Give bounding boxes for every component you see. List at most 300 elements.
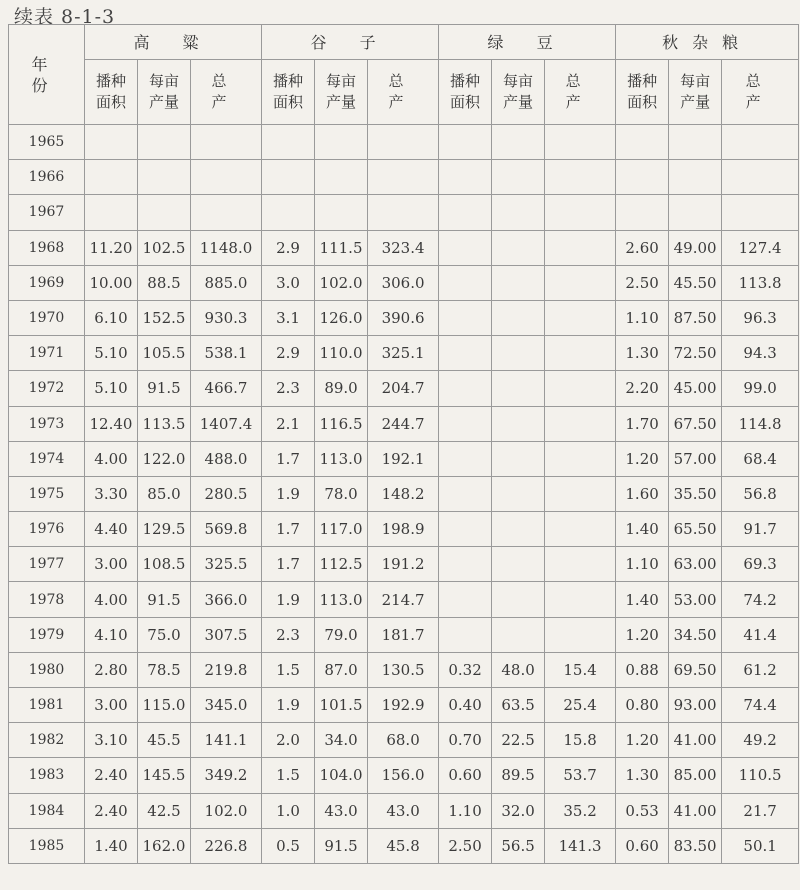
value-cell <box>368 195 439 230</box>
table-row <box>9 512 799 547</box>
value-cell: 45.00 <box>669 371 722 406</box>
value-cell: 1.60 <box>616 476 669 511</box>
table-row <box>9 582 799 617</box>
value-cell <box>545 547 616 582</box>
value-cell: 74.4 <box>722 688 799 723</box>
year-cell: 1978 <box>9 582 85 617</box>
value-cell: 105.5 <box>138 336 191 371</box>
year-cell: 1973 <box>9 406 85 441</box>
value-cell: 94.3 <box>722 336 799 371</box>
value-cell <box>492 265 545 300</box>
value-cell <box>545 406 616 441</box>
value-cell: 63.5 <box>492 688 545 723</box>
value-cell: 930.3 <box>191 300 262 335</box>
value-cell <box>262 160 315 195</box>
value-cell: 117.0 <box>315 512 368 547</box>
value-cell: 1.40 <box>85 828 138 863</box>
value-cell: 113.0 <box>315 582 368 617</box>
sown-area-header: 播种 面积 <box>616 60 669 125</box>
value-cell <box>315 125 368 160</box>
value-cell: 366.0 <box>191 582 262 617</box>
value-cell: 91.5 <box>138 371 191 406</box>
value-cell <box>545 125 616 160</box>
value-cell <box>315 160 368 195</box>
value-cell: 115.0 <box>138 688 191 723</box>
value-cell: 1.9 <box>262 582 315 617</box>
table-row <box>9 230 799 265</box>
value-cell: 78.0 <box>315 476 368 511</box>
value-cell: 2.0 <box>262 723 315 758</box>
value-cell <box>439 230 492 265</box>
value-cell: 45.5 <box>138 723 191 758</box>
value-cell: 325.1 <box>368 336 439 371</box>
value-cell <box>616 125 669 160</box>
value-cell: 2.3 <box>262 371 315 406</box>
value-cell: 126.0 <box>315 300 368 335</box>
value-cell: 91.5 <box>138 582 191 617</box>
value-cell: 1.30 <box>616 758 669 793</box>
year-cell: 1968 <box>9 230 85 265</box>
value-cell: 6.10 <box>85 300 138 335</box>
value-cell <box>439 160 492 195</box>
table-row <box>9 723 799 758</box>
value-cell: 110.5 <box>722 758 799 793</box>
value-cell: 0.70 <box>439 723 492 758</box>
value-cell: 32.0 <box>492 793 545 828</box>
value-cell: 45.8 <box>368 828 439 863</box>
table-row <box>9 652 799 687</box>
value-cell: 306.0 <box>368 265 439 300</box>
value-cell <box>191 195 262 230</box>
value-cell <box>439 406 492 441</box>
value-cell <box>492 512 545 547</box>
header-row-crops <box>9 25 799 60</box>
value-cell: 5.10 <box>85 371 138 406</box>
year-cell: 1982 <box>9 723 85 758</box>
value-cell: 78.5 <box>138 652 191 687</box>
year-cell: 1969 <box>9 265 85 300</box>
value-cell <box>262 125 315 160</box>
value-cell: 3.10 <box>85 723 138 758</box>
value-cell: 85.0 <box>138 476 191 511</box>
value-cell: 45.50 <box>669 265 722 300</box>
value-cell: 74.2 <box>722 582 799 617</box>
value-cell <box>669 125 722 160</box>
value-cell: 4.00 <box>85 582 138 617</box>
value-cell: 87.50 <box>669 300 722 335</box>
table-row <box>9 828 799 863</box>
table-caption: 续表 8-1-3 <box>14 6 116 28</box>
value-cell: 43.0 <box>315 793 368 828</box>
value-cell <box>439 125 492 160</box>
value-cell <box>492 336 545 371</box>
value-cell <box>722 125 799 160</box>
value-cell: 349.2 <box>191 758 262 793</box>
value-cell: 0.60 <box>616 828 669 863</box>
yield-per-mu-header: 每亩 产量 <box>669 60 722 125</box>
value-cell: 79.0 <box>315 617 368 652</box>
value-cell <box>545 230 616 265</box>
value-cell: 192.1 <box>368 441 439 476</box>
value-cell: 25.4 <box>545 688 616 723</box>
value-cell: 325.5 <box>191 547 262 582</box>
value-cell: 127.4 <box>722 230 799 265</box>
value-cell <box>191 125 262 160</box>
value-cell: 1.0 <box>262 793 315 828</box>
year-cell: 1966 <box>9 160 85 195</box>
value-cell <box>492 617 545 652</box>
value-cell: 1.20 <box>616 441 669 476</box>
value-cell: 307.5 <box>191 617 262 652</box>
value-cell: 1148.0 <box>191 230 262 265</box>
value-cell <box>439 582 492 617</box>
table-row <box>9 371 799 406</box>
value-cell <box>492 547 545 582</box>
year-cell: 1972 <box>9 371 85 406</box>
value-cell: 3.0 <box>262 265 315 300</box>
value-cell: 2.60 <box>616 230 669 265</box>
total-output-header: 总 产 <box>368 60 439 125</box>
value-cell: 156.0 <box>368 758 439 793</box>
value-cell: 88.5 <box>138 265 191 300</box>
value-cell <box>492 582 545 617</box>
value-cell <box>722 160 799 195</box>
value-cell: 226.8 <box>191 828 262 863</box>
value-cell: 101.5 <box>315 688 368 723</box>
value-cell: 244.7 <box>368 406 439 441</box>
value-cell <box>492 371 545 406</box>
value-cell: 2.50 <box>439 828 492 863</box>
value-cell: 1.9 <box>262 688 315 723</box>
value-cell: 113.0 <box>315 441 368 476</box>
value-cell: 1.40 <box>616 512 669 547</box>
value-cell <box>492 230 545 265</box>
value-cell: 1.9 <box>262 476 315 511</box>
value-cell <box>545 512 616 547</box>
value-cell: 15.4 <box>545 652 616 687</box>
total-output-header: 总 产 <box>722 60 799 125</box>
value-cell: 68.4 <box>722 441 799 476</box>
value-cell: 48.0 <box>492 652 545 687</box>
value-cell <box>439 300 492 335</box>
value-cell: 129.5 <box>138 512 191 547</box>
year-cell: 1976 <box>9 512 85 547</box>
crop-header-autumn-grains: 秋杂粮 <box>616 25 799 60</box>
table-row <box>9 688 799 723</box>
value-cell: 91.5 <box>315 828 368 863</box>
crop-header-mungbean: 绿 豆 <box>439 25 616 60</box>
value-cell: 61.2 <box>722 652 799 687</box>
year-cell: 1979 <box>9 617 85 652</box>
value-cell <box>85 195 138 230</box>
value-cell <box>439 512 492 547</box>
value-cell: 21.7 <box>722 793 799 828</box>
value-cell: 53.7 <box>545 758 616 793</box>
year-header: 年 份 <box>9 25 85 125</box>
year-cell: 1975 <box>9 476 85 511</box>
total-output-header: 总 产 <box>191 60 262 125</box>
value-cell: 2.50 <box>616 265 669 300</box>
value-cell: 2.9 <box>262 230 315 265</box>
value-cell: 15.8 <box>545 723 616 758</box>
value-cell <box>138 195 191 230</box>
year-cell: 1980 <box>9 652 85 687</box>
sown-area-header: 播种 面积 <box>85 60 138 125</box>
value-cell <box>722 195 799 230</box>
year-cell: 1971 <box>9 336 85 371</box>
value-cell: 69.3 <box>722 547 799 582</box>
year-cell: 1970 <box>9 300 85 335</box>
value-cell <box>138 160 191 195</box>
value-cell: 1.70 <box>616 406 669 441</box>
value-cell: 72.50 <box>669 336 722 371</box>
value-cell: 10.00 <box>85 265 138 300</box>
year-cell: 1983 <box>9 758 85 793</box>
value-cell <box>545 336 616 371</box>
value-cell <box>439 441 492 476</box>
value-cell: 102.0 <box>191 793 262 828</box>
year-cell: 1981 <box>9 688 85 723</box>
crop-header-millet: 谷 子 <box>262 25 439 60</box>
value-cell: 1407.4 <box>191 406 262 441</box>
value-cell: 219.8 <box>191 652 262 687</box>
value-cell <box>492 160 545 195</box>
table-row <box>9 336 799 371</box>
value-cell: 114.8 <box>722 406 799 441</box>
value-cell: 0.32 <box>439 652 492 687</box>
value-cell: 102.0 <box>315 265 368 300</box>
value-cell <box>616 195 669 230</box>
value-cell <box>545 476 616 511</box>
value-cell: 5.10 <box>85 336 138 371</box>
value-cell: 102.5 <box>138 230 191 265</box>
value-cell: 162.0 <box>138 828 191 863</box>
table-row <box>9 300 799 335</box>
value-cell <box>492 406 545 441</box>
value-cell: 1.10 <box>439 793 492 828</box>
value-cell <box>545 195 616 230</box>
yield-per-mu-header: 每亩 产量 <box>138 60 191 125</box>
value-cell: 0.40 <box>439 688 492 723</box>
value-cell: 42.5 <box>138 793 191 828</box>
value-cell: 35.50 <box>669 476 722 511</box>
value-cell: 191.2 <box>368 547 439 582</box>
value-cell <box>545 265 616 300</box>
table-row <box>9 265 799 300</box>
value-cell: 280.5 <box>191 476 262 511</box>
value-cell: 3.1 <box>262 300 315 335</box>
table-row <box>9 476 799 511</box>
table-row <box>9 547 799 582</box>
value-cell: 96.3 <box>722 300 799 335</box>
value-cell <box>439 371 492 406</box>
value-cell: 1.20 <box>616 723 669 758</box>
value-cell: 113.8 <box>722 265 799 300</box>
value-cell <box>545 441 616 476</box>
value-cell: 89.5 <box>492 758 545 793</box>
value-cell <box>85 160 138 195</box>
value-cell: 1.5 <box>262 652 315 687</box>
sown-area-header: 播种 面积 <box>439 60 492 125</box>
value-cell: 69.50 <box>669 652 722 687</box>
value-cell <box>138 125 191 160</box>
value-cell: 1.10 <box>616 547 669 582</box>
value-cell: 3.30 <box>85 476 138 511</box>
value-cell <box>439 265 492 300</box>
value-cell: 85.00 <box>669 758 722 793</box>
value-cell: 2.80 <box>85 652 138 687</box>
value-cell: 2.20 <box>616 371 669 406</box>
value-cell: 1.20 <box>616 617 669 652</box>
year-cell: 1967 <box>9 195 85 230</box>
value-cell: 65.50 <box>669 512 722 547</box>
value-cell: 122.0 <box>138 441 191 476</box>
value-cell: 2.40 <box>85 793 138 828</box>
value-cell: 198.9 <box>368 512 439 547</box>
value-cell: 2.40 <box>85 758 138 793</box>
value-cell: 22.5 <box>492 723 545 758</box>
value-cell: 569.8 <box>191 512 262 547</box>
value-cell: 345.0 <box>191 688 262 723</box>
value-cell <box>669 195 722 230</box>
value-cell: 323.4 <box>368 230 439 265</box>
value-cell <box>492 125 545 160</box>
value-cell: 53.00 <box>669 582 722 617</box>
value-cell: 0.5 <box>262 828 315 863</box>
value-cell: 204.7 <box>368 371 439 406</box>
value-cell <box>315 195 368 230</box>
value-cell <box>545 371 616 406</box>
value-cell <box>85 125 138 160</box>
value-cell: 116.5 <box>315 406 368 441</box>
value-cell: 49.00 <box>669 230 722 265</box>
value-cell: 108.5 <box>138 547 191 582</box>
value-cell: 148.2 <box>368 476 439 511</box>
value-cell: 538.1 <box>191 336 262 371</box>
value-cell: 49.2 <box>722 723 799 758</box>
value-cell: 63.00 <box>669 547 722 582</box>
value-cell <box>191 160 262 195</box>
value-cell <box>439 336 492 371</box>
value-cell: 41.00 <box>669 793 722 828</box>
table-row <box>9 793 799 828</box>
value-cell <box>492 476 545 511</box>
value-cell: 2.3 <box>262 617 315 652</box>
value-cell: 1.10 <box>616 300 669 335</box>
sown-area-header: 播种 面积 <box>262 60 315 125</box>
value-cell: 56.5 <box>492 828 545 863</box>
total-output-header: 总 产 <box>545 60 616 125</box>
year-cell: 1985 <box>9 828 85 863</box>
value-cell <box>492 441 545 476</box>
value-cell: 87.0 <box>315 652 368 687</box>
table-row <box>9 617 799 652</box>
value-cell: 11.20 <box>85 230 138 265</box>
table-row <box>9 406 799 441</box>
value-cell: 83.50 <box>669 828 722 863</box>
value-cell: 112.5 <box>315 547 368 582</box>
value-cell: 466.7 <box>191 371 262 406</box>
value-cell: 12.40 <box>85 406 138 441</box>
value-cell: 4.40 <box>85 512 138 547</box>
value-cell <box>439 617 492 652</box>
value-cell: 145.5 <box>138 758 191 793</box>
value-cell <box>262 195 315 230</box>
value-cell <box>368 125 439 160</box>
value-cell: 99.0 <box>722 371 799 406</box>
value-cell: 192.9 <box>368 688 439 723</box>
yield-per-mu-header: 每亩 产量 <box>315 60 368 125</box>
value-cell: 2.9 <box>262 336 315 371</box>
value-cell: 35.2 <box>545 793 616 828</box>
value-cell: 885.0 <box>191 265 262 300</box>
value-cell: 3.00 <box>85 547 138 582</box>
value-cell: 214.7 <box>368 582 439 617</box>
value-cell <box>492 300 545 335</box>
value-cell: 113.5 <box>138 406 191 441</box>
value-cell: 130.5 <box>368 652 439 687</box>
value-cell: 2.1 <box>262 406 315 441</box>
table-row <box>9 160 799 195</box>
value-cell: 1.7 <box>262 441 315 476</box>
value-cell: 0.80 <box>616 688 669 723</box>
value-cell: 89.0 <box>315 371 368 406</box>
value-cell: 1.7 <box>262 512 315 547</box>
value-cell: 4.10 <box>85 617 138 652</box>
crop-header-sorghum: 高 粱 <box>85 25 262 60</box>
value-cell: 1.5 <box>262 758 315 793</box>
value-cell: 152.5 <box>138 300 191 335</box>
value-cell: 1.7 <box>262 547 315 582</box>
value-cell <box>545 160 616 195</box>
value-cell: 390.6 <box>368 300 439 335</box>
value-cell: 93.00 <box>669 688 722 723</box>
value-cell: 50.1 <box>722 828 799 863</box>
value-cell: 0.53 <box>616 793 669 828</box>
value-cell: 1.30 <box>616 336 669 371</box>
year-cell: 1984 <box>9 793 85 828</box>
value-cell <box>545 300 616 335</box>
value-cell: 110.0 <box>315 336 368 371</box>
value-cell <box>669 160 722 195</box>
value-cell: 41.00 <box>669 723 722 758</box>
value-cell: 75.0 <box>138 617 191 652</box>
table-row <box>9 125 799 160</box>
value-cell: 67.50 <box>669 406 722 441</box>
value-cell <box>439 195 492 230</box>
value-cell <box>492 195 545 230</box>
value-cell <box>616 160 669 195</box>
value-cell: 104.0 <box>315 758 368 793</box>
value-cell: 56.8 <box>722 476 799 511</box>
value-cell: 34.0 <box>315 723 368 758</box>
value-cell: 0.60 <box>439 758 492 793</box>
value-cell: 43.0 <box>368 793 439 828</box>
year-cell: 1974 <box>9 441 85 476</box>
header-row-measures <box>9 60 799 125</box>
year-cell: 1965 <box>9 125 85 160</box>
value-cell: 68.0 <box>368 723 439 758</box>
value-cell <box>439 476 492 511</box>
value-cell: 34.50 <box>669 617 722 652</box>
value-cell <box>545 582 616 617</box>
value-cell: 141.1 <box>191 723 262 758</box>
value-cell: 4.00 <box>85 441 138 476</box>
value-cell <box>545 617 616 652</box>
table-row <box>9 758 799 793</box>
value-cell: 57.00 <box>669 441 722 476</box>
value-cell: 181.7 <box>368 617 439 652</box>
